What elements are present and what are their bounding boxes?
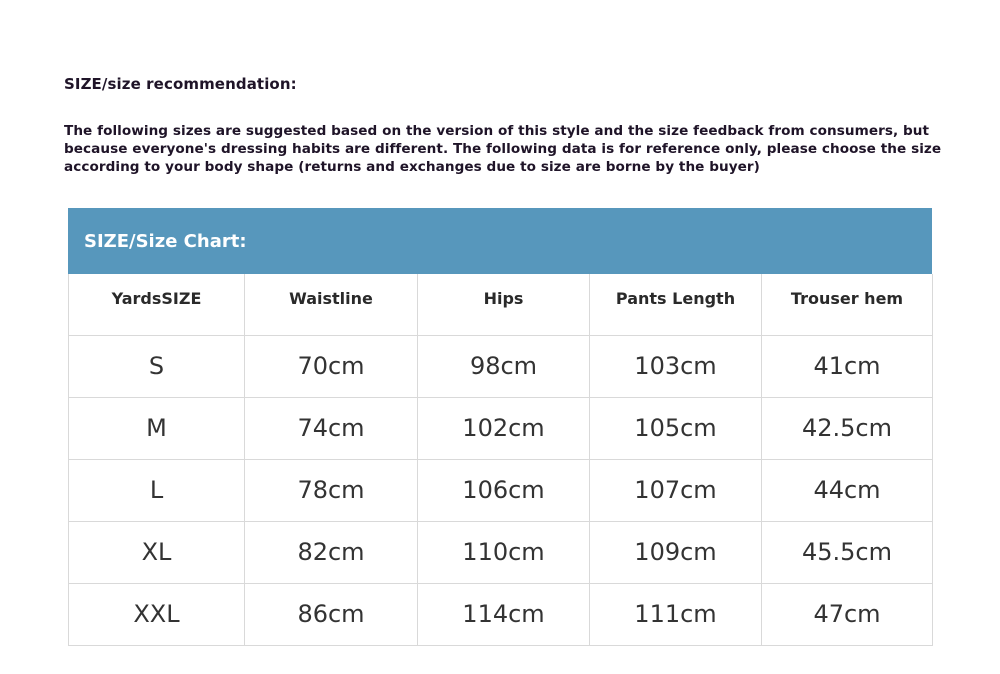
trouser-hem-cell: 42.5cm xyxy=(762,397,933,459)
size-chart-title: SIZE/Size Chart: xyxy=(84,230,247,252)
trouser-hem-cell: 44cm xyxy=(762,459,933,521)
waistline-cell: 78cm xyxy=(245,459,418,521)
size-cell: XL xyxy=(69,521,245,583)
table-row xyxy=(69,521,933,583)
hips-cell: 110cm xyxy=(418,521,590,583)
table-header-row xyxy=(69,274,933,335)
trouser-hem-cell: 41cm xyxy=(762,335,933,397)
waistline-cell: 70cm xyxy=(245,335,418,397)
size-recommendation-note: The following sizes are suggested based on the version of this style and the size feedback from consumers, but because everyone's dressing habits are different. The following data is for reference only, please choose the size according to your body shape (returns and exchanges due to size are borne by the buyer) xyxy=(64,123,942,175)
waistline-cell: 86cm xyxy=(245,583,418,645)
size-cell: M xyxy=(69,397,245,459)
pants-length-cell: 109cm xyxy=(590,521,762,583)
pants-length-cell: 105cm xyxy=(590,397,762,459)
trouser-hem-cell: 45.5cm xyxy=(762,521,933,583)
size-cell: XXL xyxy=(69,583,245,645)
column-header-hips: Hips xyxy=(418,274,590,335)
size-table xyxy=(68,274,933,646)
pants-length-cell: 103cm xyxy=(590,335,762,397)
pants-length-cell: 107cm xyxy=(590,459,762,521)
hips-cell: 102cm xyxy=(418,397,590,459)
column-header-waistline: Waistline xyxy=(245,274,418,335)
column-header-pants-length: Pants Length xyxy=(590,274,762,335)
hips-cell: 98cm xyxy=(418,335,590,397)
table-row xyxy=(69,459,933,521)
waistline-cell: 74cm xyxy=(245,397,418,459)
table-row xyxy=(69,335,933,397)
waistline-cell: 82cm xyxy=(245,521,418,583)
size-chart-banner xyxy=(68,208,932,274)
trouser-hem-cell: 47cm xyxy=(762,583,933,645)
column-header-trouser-hem: Trouser hem xyxy=(762,274,933,335)
size-cell: S xyxy=(69,335,245,397)
table-row xyxy=(69,583,933,645)
size-chart xyxy=(68,208,932,646)
table-row xyxy=(69,397,933,459)
column-header-size: YardsSIZE xyxy=(69,274,245,335)
size-recommendation-heading: SIZE/size recommendation: xyxy=(64,75,297,93)
pants-length-cell: 111cm xyxy=(590,583,762,645)
hips-cell: 106cm xyxy=(418,459,590,521)
hips-cell: 114cm xyxy=(418,583,590,645)
size-cell: L xyxy=(69,459,245,521)
